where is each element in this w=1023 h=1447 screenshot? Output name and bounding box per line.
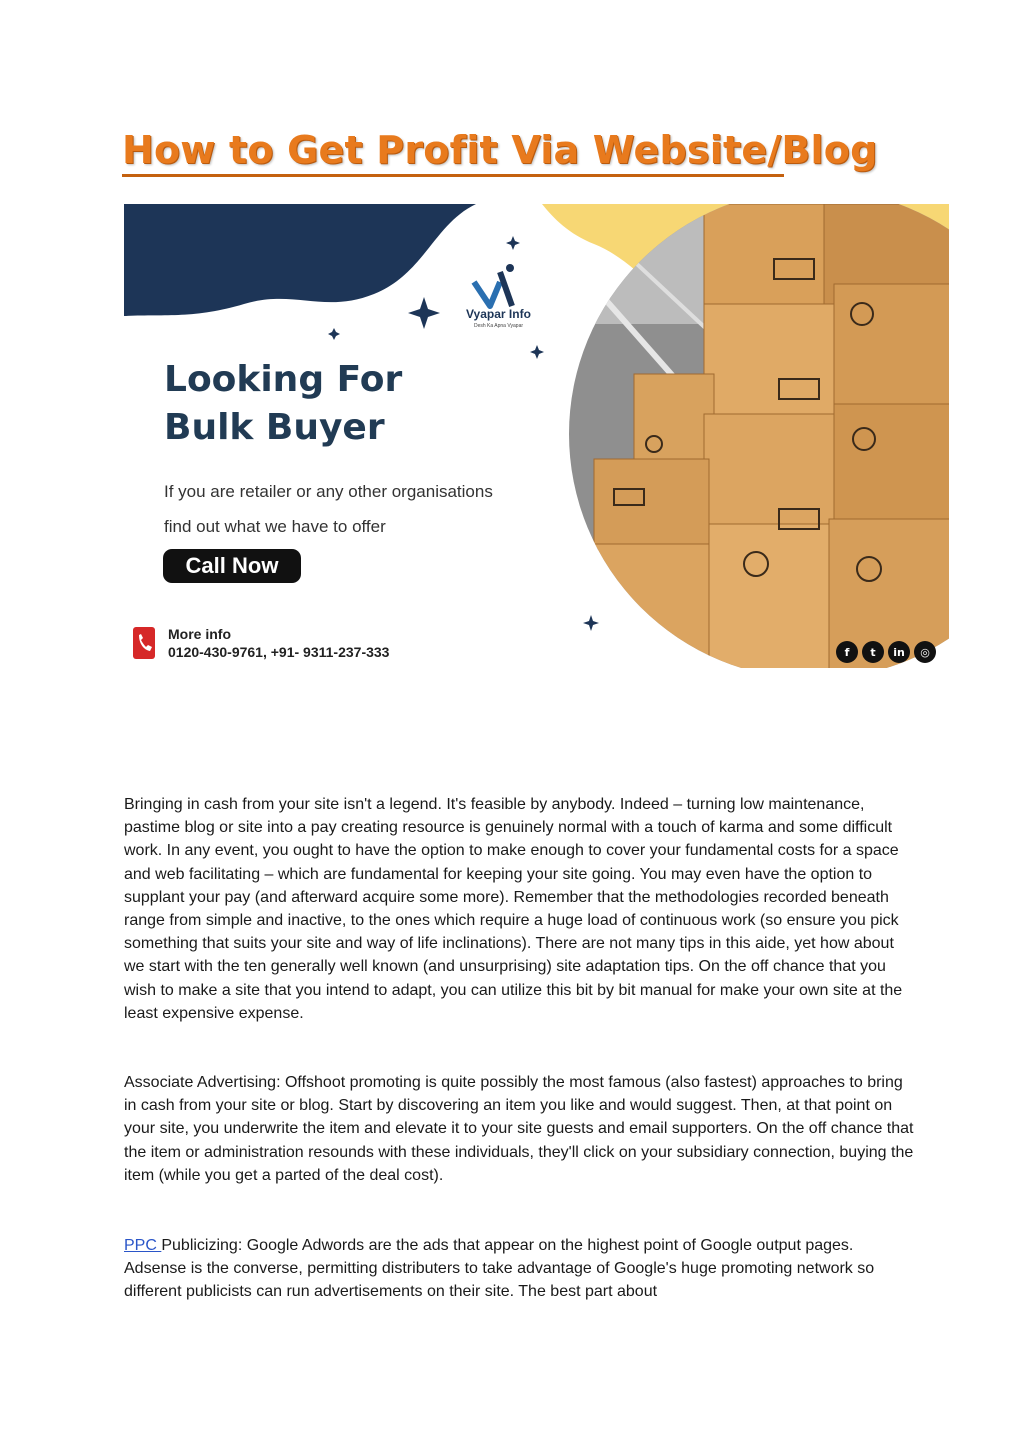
paragraph-ppc <box>124 1234 914 1304</box>
title-underline <box>122 174 784 177</box>
ppc-text: Publicizing: Google Adwords are the ads that appear on the highest point of Google output pages. Adsense is the converse, permitting distributers to take advantage of Google's huge promoting network so different publicists can run advertisements on their site. The best part about <box>124 1237 875 1301</box>
social-icons <box>836 641 936 663</box>
twitter-icon[interactable]: t <box>862 641 884 663</box>
banner-subtext <box>164 474 493 544</box>
contact-label: More info <box>168 626 231 642</box>
ppc-link[interactable]: PPC <box>124 1237 162 1254</box>
paragraph-intro: Bringing in cash from your site isn't a legend. It's feasible by anybody. Indeed – turning low maintenance, pastime blog or site into a pay creating resource is genuinely normal with a touch of karma and some difficult work. In any event, you ought to have the option to make enough to cover your fundamental costs for a space and web facilitating – which are fundamental for keeping your site going. You may even have the option to supplant your pay (and afterward acquire some more). Remember that the methodologies recorded beneath range from simple and inactive, to the ones which require a huge load of continuous work (so ensure you pick something that suits your site and way of life inclinations). There are not many tips in this aide, yet how about we start with the ten generally well known (and unsurprising) site adaptation tips. On the off chance that you wish to make a site that you intend to adapt, you can utilize this bit by bit manual for make your own site at the least expensive expense. <box>124 796 903 1022</box>
headline-line-1: Looking For <box>164 359 403 400</box>
banner-headline <box>164 356 402 452</box>
promo-banner <box>124 204 949 668</box>
subtext-line-1: If you are retailer or any other organisations <box>164 482 493 501</box>
page-title: How to Get Profit Via Website/Blog <box>122 128 878 172</box>
subtext-line-2: find out what we have to offer <box>164 517 386 536</box>
vyapar-logo-icon <box>474 264 514 306</box>
headline-line-2: Bulk Buyer <box>164 407 385 448</box>
phone-icon <box>132 626 158 662</box>
contact-numbers: 0120-430-9761, +91- 9311-237-333 <box>168 644 390 660</box>
instagram-icon[interactable]: ◎ <box>914 641 936 663</box>
paragraph-associate-advertising: Associate Advertising: Offshoot promoting is quite possibly the most famous (also fastest) approaches to bring in cash from your site or blog. Start by discovering an item you like and would suggest. Then, at that point on your site, you underwrite the item and elevate it to your site guests and email supporters. On the off chance that the item or administration resounds with these individuals, they'll click on your subsidiary connection, buying the item (while you get a parted of the deal cost). <box>124 1074 914 1184</box>
linkedin-icon[interactable]: in <box>888 641 910 663</box>
brand-name: Vyapar Info <box>466 307 531 321</box>
brand-tagline: Desh Ka Apna Vyapar <box>474 323 524 329</box>
facebook-icon[interactable]: f <box>836 641 858 663</box>
call-now-button[interactable]: Call Now <box>163 549 301 583</box>
